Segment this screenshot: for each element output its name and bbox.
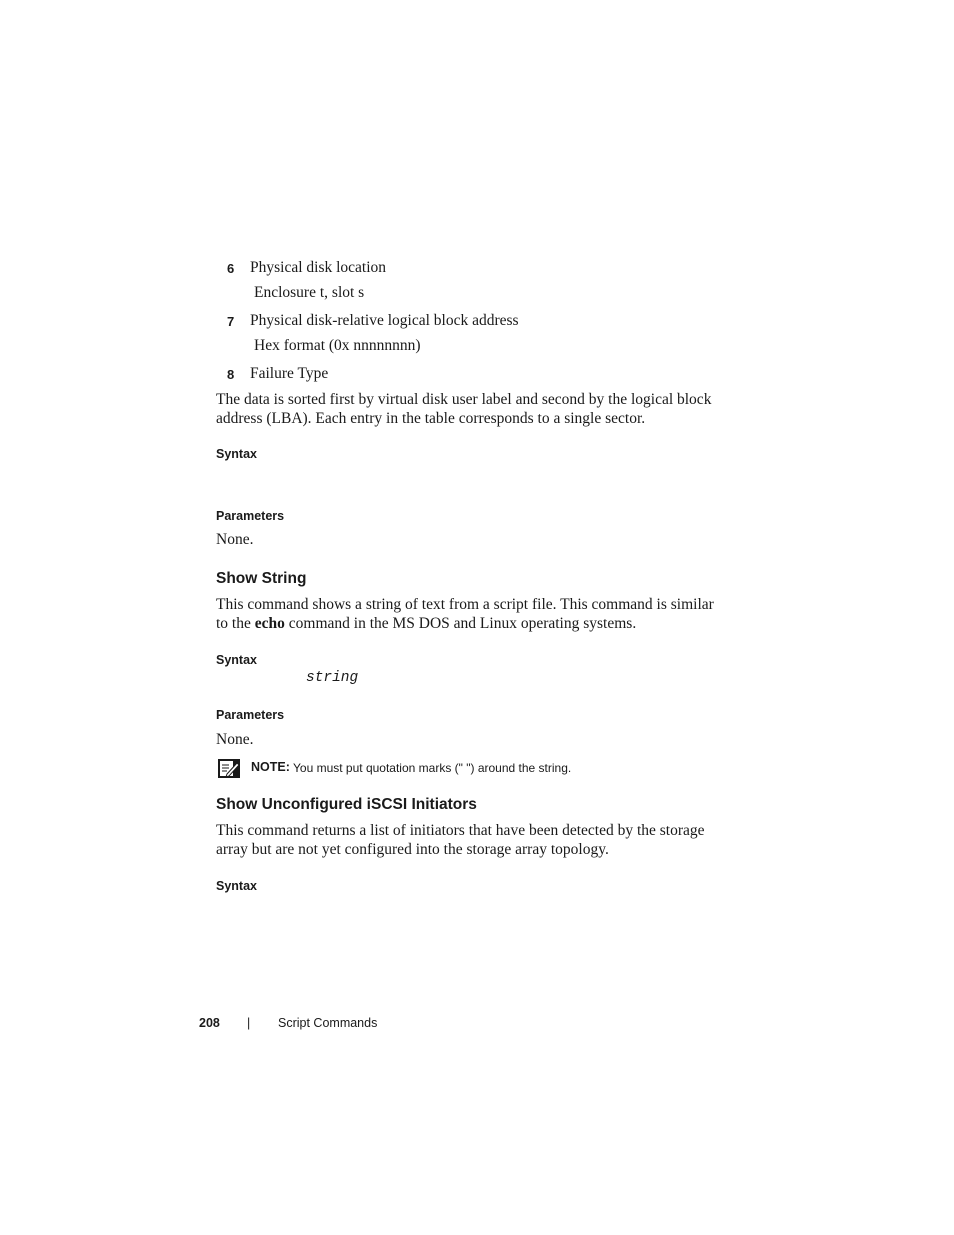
note-pencil-icon	[218, 759, 240, 778]
description-text: command in the MS DOS and Linux operating systems.	[284, 615, 637, 632]
note-label: NOTE:	[251, 760, 290, 774]
parameters-text: None.	[216, 531, 254, 548]
footer-separator: |	[247, 1016, 251, 1030]
page-number: 208	[199, 1016, 220, 1030]
parameters-heading: Parameters	[216, 509, 285, 523]
show-unconfigured-description: This command returns a list of initiators that have been detected by the storage array but are not yet configured into the storage array topology.	[216, 822, 705, 858]
syntax-heading: Syntax	[216, 447, 257, 461]
list-item-detail: Hex format (0x nnnnnnnn)	[254, 337, 421, 354]
description-text: This command shows a string of text from a script file. This command is similar to the	[216, 596, 714, 632]
footer-section-name: Script Commands	[278, 1016, 378, 1030]
syntax-heading: Syntax	[216, 653, 257, 667]
list-number-6: 6	[227, 261, 235, 276]
list-number-7: 7	[227, 314, 235, 329]
section-title-show-unconfigured: Show Unconfigured iSCSI Initiators	[216, 796, 477, 813]
command-name: echo	[254, 615, 285, 632]
list-item-detail: Enclosure t, slot s	[254, 284, 365, 301]
section-title-show-string: Show String	[216, 570, 307, 587]
list-item-label: Physical disk-relative logical block address	[250, 312, 519, 329]
show-string-description	[216, 595, 716, 633]
syntax-heading: Syntax	[216, 879, 257, 893]
list-item-label: Failure Type	[250, 365, 329, 382]
syntax-argument: string	[306, 670, 359, 686]
parameters-heading: Parameters	[216, 708, 285, 722]
sort-description: The data is sorted first by virtual disk user label and second by the logical block address (LBA). Each entry in the table corresponds to a single sector.	[216, 391, 712, 427]
note-text: You must put quotation marks (" ") around the string.	[293, 761, 572, 775]
list-item-label: Physical disk location	[250, 259, 387, 276]
parameters-text: None.	[216, 731, 254, 748]
list-number-8: 8	[227, 367, 235, 382]
